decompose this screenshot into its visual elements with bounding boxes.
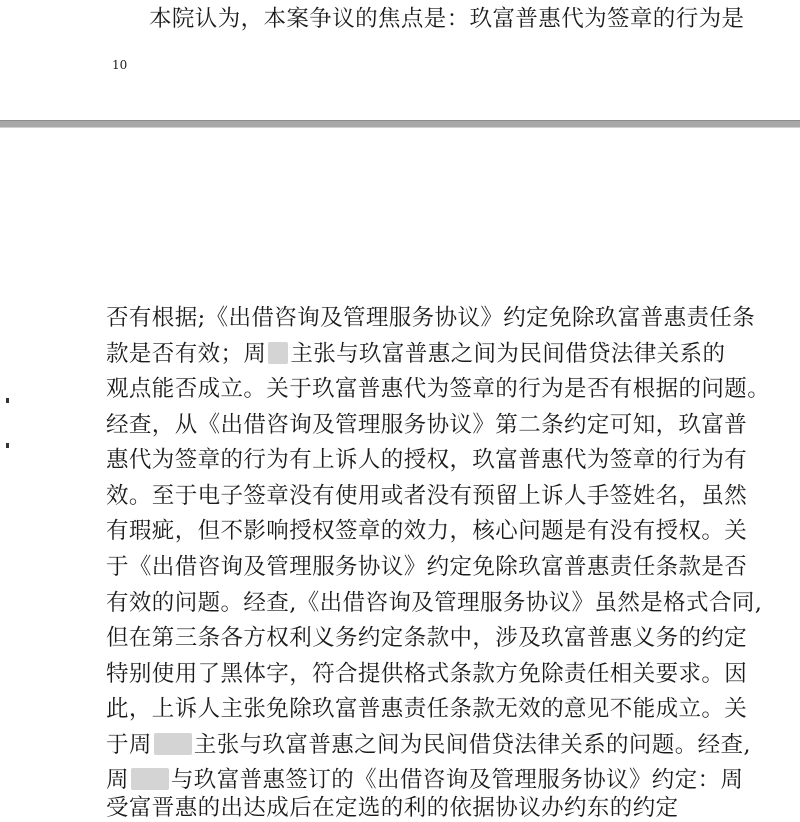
body-line: 观点能否成立。关于玖富普惠代为签章的行为是否有根据的问题。 [106,376,771,402]
body-line-segment: 周 [106,767,129,793]
body-line-segment: 主张与玖富普惠之间为民间借贷法律关系的问题。经查, [193,732,751,758]
body-line: 惠代为签章的行为有上诉人的授权，玖富普惠代为签章的行为有 [106,447,748,473]
body-line-segment: 与玖富普惠签订的《出借咨询及管理服务协议》约定：周 [170,767,744,793]
page-separator [0,120,800,128]
page-number: 10 [112,58,128,72]
previous-page-tail-line: 本院认为，本案争议的焦点是：玖富普惠代为签章的行为是 [149,6,745,32]
redaction-mark [131,768,169,790]
body-line [106,340,725,368]
margin-mark [6,443,9,448]
body-line: 经查，从《出借咨询及管理服务协议》第二条约定可知，玖富普 [106,412,748,438]
body-line: 特别使用了黑体字，符合提供格式条款方免除责任相关要求。因 [106,661,748,687]
partially-visible-line-text: 受富晋惠的出达成后在定选的利的依据协议办约东的约定 [106,795,679,821]
margin-mark [6,398,9,403]
previous-page [0,0,800,120]
body-line: 但在第三条各方权利义务约定条款中，涉及玖富普惠义务的约定 [106,625,748,651]
body-line: 此，上诉人主张免除玖富普惠责任条款无效的意见不能成立。关 [106,696,748,722]
body-line [106,731,751,759]
body-line-segment: 款是否有效；周 [106,341,267,367]
body-line: 于《出借咨询及管理服务协议》约定免除玖富普惠责任条款是否 [106,554,748,580]
body-line-segment: 主张与玖富普惠之间为民间借贷法律关系的 [290,341,726,367]
body-line [106,766,743,794]
partially-visible-line [106,795,716,821]
body-line-segment: 于周 [106,732,152,758]
body-line: 有瑕疵，但不影响授权签章的效力，核心问题是有没有授权。关 [106,518,748,544]
body-line: 有效的问题。经查,《出借咨询及管理服务协议》虽然是格式合同, [106,590,763,616]
redaction-mark [268,342,288,364]
body-line: 效。至于电子签章没有使用或者没有预留上诉人手签姓名，虽然 [106,483,748,509]
redaction-mark [154,733,192,755]
body-line: 否有根据;《出借咨询及管理服务协议》约定免除玖富普惠责任条 [106,305,756,331]
